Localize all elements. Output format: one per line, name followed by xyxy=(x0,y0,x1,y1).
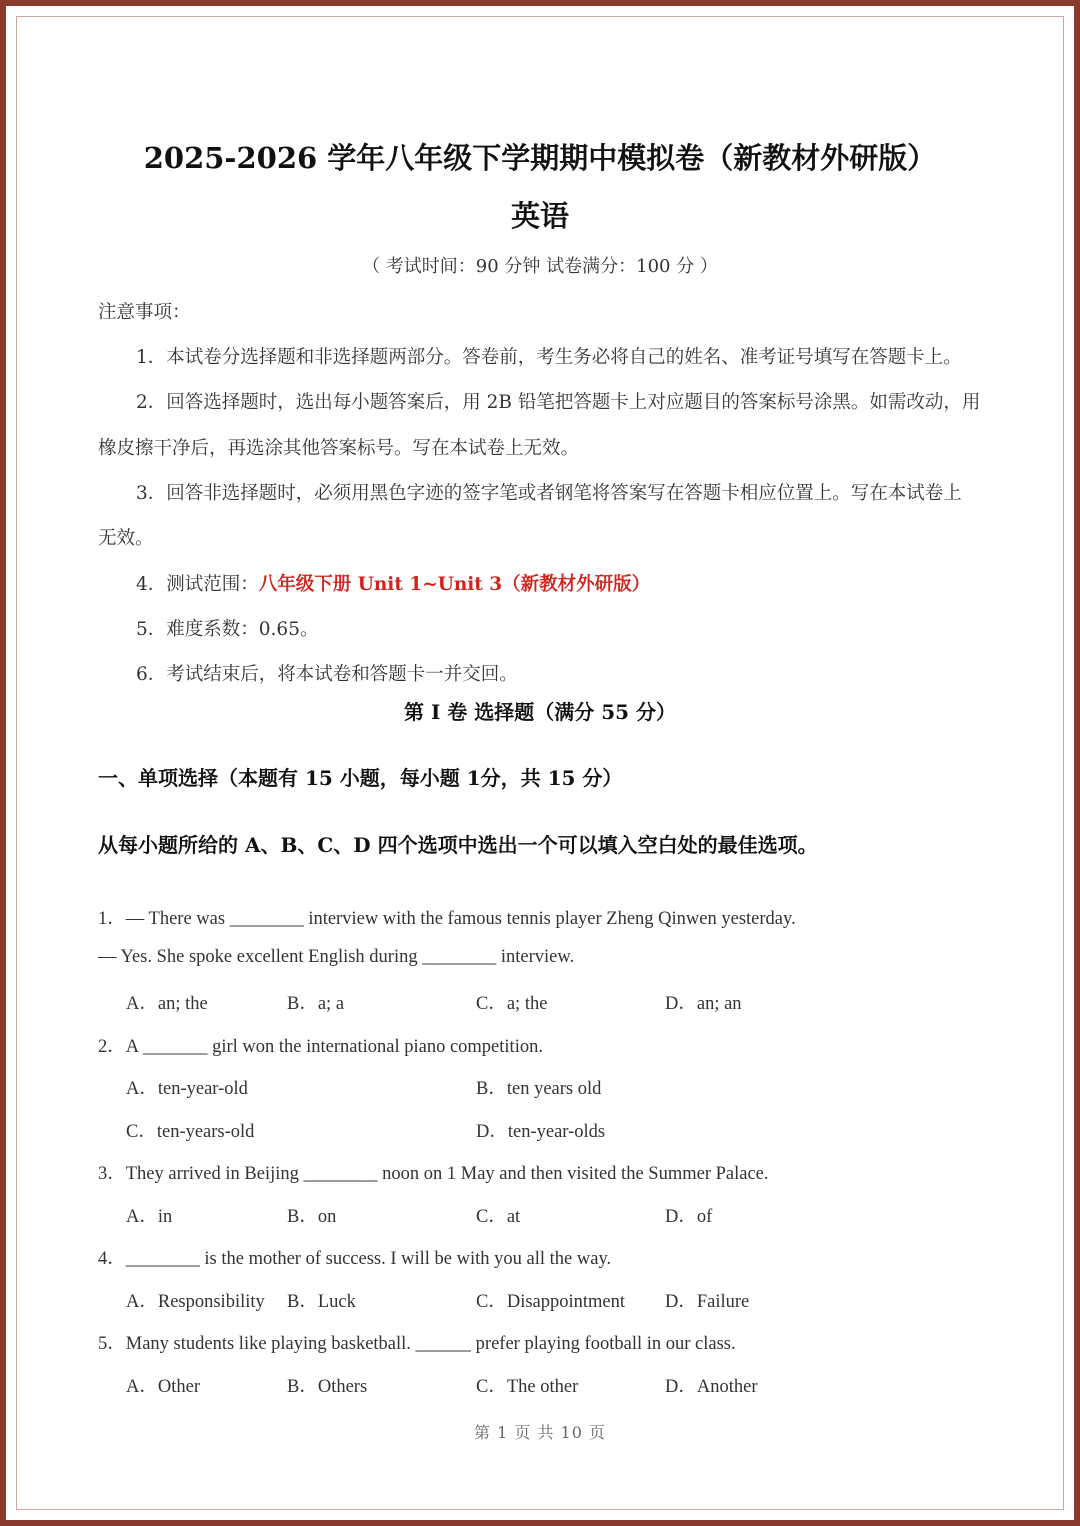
question-5-option-d: D．Another xyxy=(665,1377,758,1397)
section-instruction: 从每小题所给的 A、B、C、D 四个选项中选出一个可以填入空白处的最佳选项。 xyxy=(98,833,818,857)
notice-item-6: 6．考试结束后，将本试卷和答题卡一并交回。 xyxy=(136,664,518,685)
question-1-option-c: C．a; the xyxy=(476,994,548,1014)
question-4-option-c: C．Disappointment xyxy=(476,1292,626,1312)
question-3-option-b: B．on xyxy=(287,1207,337,1227)
question-5-option-a: A．Other xyxy=(126,1377,200,1397)
question-3-option-a: A．in xyxy=(126,1207,173,1227)
question-2-option-b: B．ten years old xyxy=(476,1079,602,1099)
question-2-option-d: D．ten-year-olds xyxy=(476,1122,606,1142)
question-2-option-c: C．ten-years-old xyxy=(126,1122,255,1142)
question-1-line-2: — Yes. She spoke excellent English during ________ interview. xyxy=(98,947,575,967)
test-scope: 八年级下册 Unit 1~Unit 3（新教材外研版） xyxy=(258,574,651,595)
question-1-option-d: D．an; an xyxy=(665,994,742,1014)
section-heading: 一、单项选择（本题有 15 小题，每小题 1分，共 15 分） xyxy=(98,766,623,790)
subject-heading: 英语 xyxy=(510,199,569,233)
question-4-line-1: 4．________ is the mother of success. I will be with you all the way. xyxy=(98,1249,612,1269)
notice-item-4 xyxy=(136,570,650,596)
notice-item-5: 5．难度系数：0.65。 xyxy=(136,619,319,640)
exam-info: （ 考试时间：90 分钟 试卷满分：100 分 ） xyxy=(362,256,718,277)
question-2-option-a: A．ten-year-old xyxy=(126,1079,248,1099)
question-3-option-d: D．of xyxy=(665,1207,713,1227)
notice-item-2: 2．回答选择题时，选出每小题答案后，用 2B 铅笔把答题卡上对应题目的答案标号涂黑。如需改动，用 xyxy=(136,392,981,413)
question-1-option-b: B．a; a xyxy=(287,994,345,1014)
question-3-option-c: C．at xyxy=(476,1207,521,1227)
question-4-option-a: A．Responsibility xyxy=(126,1292,265,1312)
part-heading: 第 I 卷 选择题（满分 55 分） xyxy=(403,700,676,724)
question-4-option-d: D．Failure xyxy=(665,1292,750,1312)
question-5-line-1: 5．Many students like playing basketball. ______ prefer playing football in our class. xyxy=(98,1334,736,1354)
question-4-option-b: B．Luck xyxy=(287,1292,356,1312)
exam-title: 2025-2026 学年八年级下学期期中模拟卷（新教材外研版） xyxy=(143,141,937,175)
question-5-option-c: C．The other xyxy=(476,1377,579,1397)
question-5-option-b: B．Others xyxy=(287,1377,368,1397)
notice-item-3: 3．回答非选择题时，必须用黑色字迹的签字笔或者钢笔将答案写在答题卡相应位置上。写在本试卷上 xyxy=(136,483,962,504)
question-2-line-1: 2．A _______ girl won the international piano competition. xyxy=(98,1037,543,1057)
question-3-line-1: 3．They arrived in Beijing ________ noon on 1 May and then visited the Summer Palace. xyxy=(98,1164,769,1184)
notice-item-1: 1．本试卷分选择题和非选择题两部分。答卷前，考生务必将自己的姓名、准考证号填写在答题卡上。 xyxy=(136,347,962,368)
page-number: 第 1 页 共 10 页 xyxy=(474,1423,606,1442)
notice-item-2-cont: 橡皮擦干净后，再选涂其他答案标号。写在本试卷上无效。 xyxy=(98,438,580,459)
notice-item-3-cont: 无效。 xyxy=(98,528,154,549)
question-1-option-a: A．an; the xyxy=(126,994,208,1014)
notice-item-4-label: 4．测试范围： xyxy=(136,574,259,595)
notice-heading: 注意事项： xyxy=(98,302,191,323)
question-1-line-1: 1．— There was ________ interview with the famous tennis player Zheng Qinwen yesterday. xyxy=(98,909,796,929)
